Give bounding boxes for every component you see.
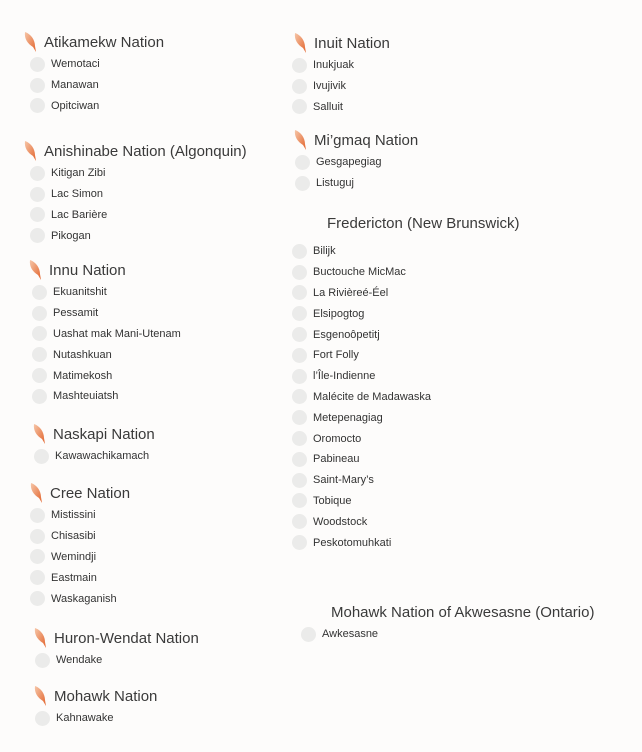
community-label: Opitciwan bbox=[51, 99, 100, 112]
community-option[interactable] bbox=[30, 588, 130, 609]
group-title: Naskapi Nation bbox=[53, 425, 155, 443]
radio-button[interactable] bbox=[292, 348, 307, 363]
group-title: Huron-Wendat Nation bbox=[54, 629, 199, 647]
radio-button[interactable] bbox=[292, 535, 307, 550]
radio-button[interactable] bbox=[35, 653, 50, 668]
community-label: Fort Folly bbox=[313, 349, 359, 362]
radio-button[interactable] bbox=[30, 187, 45, 202]
community-label: Inukjuak bbox=[313, 59, 354, 72]
community-label: Elsipogtog bbox=[313, 307, 365, 320]
nation-group bbox=[32, 684, 157, 729]
community-option[interactable] bbox=[292, 303, 520, 324]
group-header bbox=[31, 422, 155, 446]
feather-icon bbox=[27, 259, 43, 281]
radio-button[interactable] bbox=[292, 327, 307, 342]
community-label: Gesgapegiag bbox=[316, 156, 382, 169]
community-option[interactable] bbox=[292, 262, 520, 283]
community-list bbox=[301, 624, 594, 645]
community-label: Manawan bbox=[51, 79, 99, 92]
community-label: Lac Simon bbox=[51, 188, 103, 201]
radio-button[interactable] bbox=[292, 306, 307, 321]
community-label: Tobique bbox=[313, 494, 352, 507]
community-option[interactable] bbox=[30, 96, 164, 117]
radio-button[interactable] bbox=[295, 155, 310, 170]
nation-group bbox=[292, 31, 390, 117]
community-option[interactable] bbox=[32, 344, 181, 365]
community-label: Mashteuiatsh bbox=[53, 390, 119, 403]
group-title: Mi’gmaq Nation bbox=[314, 131, 419, 149]
community-option[interactable] bbox=[30, 225, 247, 246]
radio-button[interactable] bbox=[292, 58, 307, 73]
feather-icon bbox=[31, 423, 47, 445]
community-label: Matimekosh bbox=[53, 369, 113, 382]
community-list bbox=[30, 54, 164, 116]
community-list bbox=[292, 55, 390, 117]
radio-button[interactable] bbox=[35, 711, 50, 726]
group-header bbox=[32, 626, 199, 650]
radio-button[interactable] bbox=[32, 389, 47, 404]
community-option[interactable] bbox=[30, 505, 130, 526]
community-option[interactable] bbox=[32, 282, 181, 303]
group-title: Mohawk Nation bbox=[54, 687, 158, 705]
nation-group bbox=[31, 422, 155, 467]
radio-button[interactable] bbox=[30, 508, 45, 523]
community-list bbox=[35, 650, 199, 671]
community-option[interactable] bbox=[292, 366, 520, 387]
radio-button[interactable] bbox=[30, 98, 45, 113]
community-option[interactable] bbox=[292, 387, 520, 408]
community-label: Uashat mak Mani-Utenam bbox=[53, 327, 181, 340]
community-option[interactable] bbox=[32, 303, 181, 324]
group-title: Anishinabe Nation (Algonquin) bbox=[44, 142, 247, 160]
community-option[interactable] bbox=[292, 76, 390, 97]
feather-icon bbox=[292, 129, 308, 151]
community-label: Pabineau bbox=[313, 453, 360, 466]
community-option[interactable] bbox=[32, 365, 181, 386]
community-option[interactable] bbox=[30, 184, 247, 205]
radio-button[interactable] bbox=[32, 285, 47, 300]
radio-button[interactable] bbox=[34, 449, 49, 464]
community-label: Wendake bbox=[56, 654, 103, 667]
community-label: Nutashkuan bbox=[53, 348, 112, 361]
feather-icon bbox=[32, 627, 48, 649]
community-option[interactable] bbox=[32, 324, 181, 345]
nation-group bbox=[22, 139, 247, 246]
community-label: Buctouche MicMac bbox=[313, 266, 406, 279]
community-label: Pikogan bbox=[51, 229, 91, 242]
community-list bbox=[292, 241, 520, 553]
group-header bbox=[28, 481, 130, 505]
radio-button[interactable] bbox=[32, 368, 47, 383]
community-option[interactable] bbox=[292, 55, 390, 76]
community-option[interactable] bbox=[34, 446, 155, 467]
community-option[interactable] bbox=[30, 205, 247, 226]
group-header bbox=[292, 31, 390, 55]
community-label: Eastmain bbox=[51, 571, 97, 584]
nation-group bbox=[32, 626, 199, 671]
group-header bbox=[27, 258, 181, 282]
feather-icon bbox=[28, 482, 44, 504]
nation-group bbox=[27, 258, 181, 407]
radio-button[interactable] bbox=[30, 207, 45, 222]
radio-button[interactable] bbox=[292, 389, 307, 404]
community-option[interactable] bbox=[30, 567, 130, 588]
community-option[interactable] bbox=[292, 428, 520, 449]
group-title: Innu Nation bbox=[49, 261, 126, 279]
community-label: Ivujivik bbox=[313, 80, 347, 93]
group-header bbox=[292, 128, 418, 152]
community-option[interactable] bbox=[292, 449, 520, 470]
community-label: Listuguj bbox=[316, 177, 354, 190]
community-label: Metepenagiag bbox=[313, 411, 383, 424]
community-label: Mistissini bbox=[51, 509, 96, 522]
community-option[interactable] bbox=[30, 54, 164, 75]
community-option[interactable] bbox=[30, 75, 164, 96]
community-list bbox=[30, 163, 247, 246]
group-title: Cree Nation bbox=[50, 484, 131, 502]
community-option[interactable] bbox=[30, 526, 130, 547]
community-label: Oromocto bbox=[313, 432, 362, 445]
community-list bbox=[35, 708, 157, 729]
community-option[interactable] bbox=[292, 97, 390, 118]
community-option[interactable] bbox=[292, 511, 520, 532]
radio-button[interactable] bbox=[301, 627, 316, 642]
radio-button[interactable] bbox=[30, 591, 45, 606]
radio-button[interactable] bbox=[292, 244, 307, 259]
group-header bbox=[331, 600, 594, 624]
community-label: Waskaganish bbox=[51, 592, 117, 605]
radio-button[interactable] bbox=[292, 473, 307, 488]
radio-button[interactable] bbox=[292, 265, 307, 280]
nation-group bbox=[22, 30, 164, 116]
nation-group bbox=[322, 600, 595, 645]
community-label: Awkesasne bbox=[322, 628, 379, 641]
radio-button[interactable] bbox=[292, 410, 307, 425]
nation-group bbox=[28, 481, 130, 609]
community-label: Kahnawake bbox=[56, 712, 114, 725]
group-header bbox=[327, 211, 520, 235]
group-title: Mohawk Nation of Akwesasne (Ontario) bbox=[331, 603, 595, 621]
community-list bbox=[30, 505, 130, 609]
community-option[interactable] bbox=[301, 624, 594, 645]
radio-button[interactable] bbox=[32, 326, 47, 341]
radio-button[interactable] bbox=[292, 79, 307, 94]
radio-button[interactable] bbox=[30, 57, 45, 72]
community-label: Malécite de Madawaska bbox=[313, 390, 432, 403]
nation-group bbox=[313, 211, 520, 553]
community-option[interactable] bbox=[292, 470, 520, 491]
community-option[interactable] bbox=[292, 532, 520, 553]
community-list bbox=[32, 282, 181, 407]
community-option[interactable] bbox=[295, 173, 418, 194]
community-option[interactable] bbox=[295, 152, 418, 173]
radio-button[interactable] bbox=[295, 176, 310, 191]
group-title: Fredericton (New Brunswick) bbox=[327, 214, 520, 232]
radio-button[interactable] bbox=[30, 228, 45, 243]
radio-button[interactable] bbox=[292, 431, 307, 446]
radio-button[interactable] bbox=[292, 493, 307, 508]
community-label: Pessamit bbox=[53, 307, 99, 320]
community-label: La Rivièreé-Éel bbox=[313, 286, 389, 299]
radio-button[interactable] bbox=[32, 347, 47, 362]
community-label: Woodstock bbox=[313, 515, 368, 528]
group-header bbox=[32, 684, 157, 708]
community-label: Bilijk bbox=[313, 245, 336, 258]
feather-icon bbox=[22, 140, 38, 162]
community-list bbox=[295, 152, 418, 194]
radio-button[interactable] bbox=[30, 78, 45, 93]
radio-button[interactable] bbox=[30, 549, 45, 564]
community-option[interactable] bbox=[292, 241, 520, 262]
community-option[interactable] bbox=[35, 708, 157, 729]
community-option[interactable] bbox=[30, 547, 130, 568]
community-option[interactable] bbox=[292, 491, 520, 512]
community-label: Wemindji bbox=[51, 550, 97, 563]
community-option[interactable] bbox=[292, 407, 520, 428]
group-header bbox=[22, 139, 247, 163]
community-label: Saint-Mary’s bbox=[313, 474, 374, 487]
community-option[interactable] bbox=[292, 345, 520, 366]
community-option[interactable] bbox=[292, 283, 520, 304]
community-option[interactable] bbox=[30, 163, 247, 184]
feather-icon bbox=[292, 32, 308, 54]
radio-button[interactable] bbox=[292, 99, 307, 114]
radio-button[interactable] bbox=[30, 570, 45, 585]
community-label: Chisasibi bbox=[51, 530, 96, 543]
community-option[interactable] bbox=[292, 324, 520, 345]
community-label: l’Île-Indienne bbox=[313, 370, 376, 383]
feather-icon bbox=[22, 31, 38, 53]
group-title: Inuit Nation bbox=[314, 34, 390, 52]
radio-button[interactable] bbox=[32, 306, 47, 321]
community-option[interactable] bbox=[32, 386, 181, 407]
community-label: Peskotomuhkati bbox=[313, 536, 392, 549]
community-label: Wemotaci bbox=[51, 58, 100, 71]
nation-group bbox=[292, 128, 418, 194]
community-label: Ekuanitshit bbox=[53, 286, 107, 299]
community-label: Lac Barière bbox=[51, 208, 108, 221]
community-label: Salluit bbox=[313, 100, 343, 113]
radio-button[interactable] bbox=[292, 514, 307, 529]
radio-button[interactable] bbox=[292, 369, 307, 384]
radio-button[interactable] bbox=[292, 452, 307, 467]
community-label: Kawawachikamach bbox=[55, 450, 150, 463]
community-option[interactable] bbox=[35, 650, 199, 671]
community-label: Kitigan Zibi bbox=[51, 167, 106, 180]
group-header bbox=[22, 30, 164, 54]
radio-button[interactable] bbox=[30, 166, 45, 181]
community-list bbox=[34, 446, 155, 467]
group-title: Atikamekw Nation bbox=[44, 33, 165, 51]
community-label: Esgenoôpetitj bbox=[313, 328, 380, 341]
radio-button[interactable] bbox=[30, 529, 45, 544]
radio-button[interactable] bbox=[292, 285, 307, 300]
feather-icon bbox=[32, 685, 48, 707]
